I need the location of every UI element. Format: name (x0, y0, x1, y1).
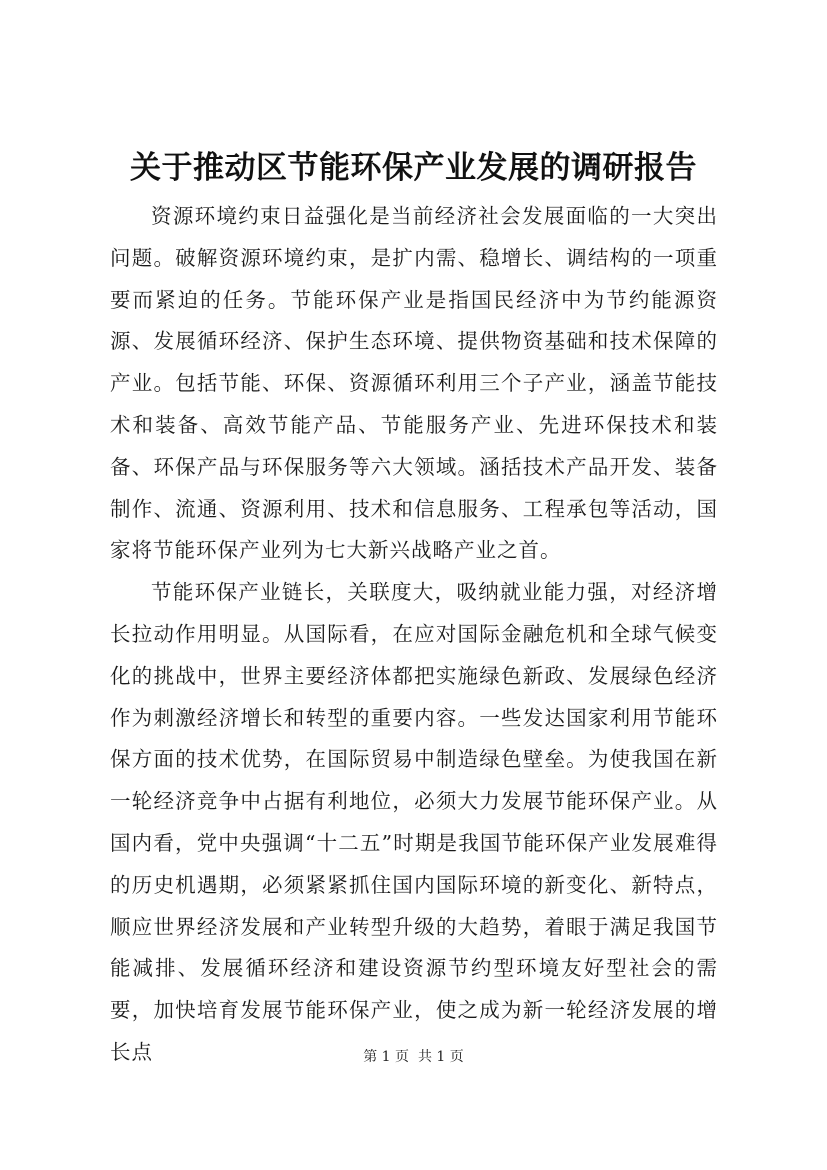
page-number-label: 第 1 页 共 1 页 (363, 1049, 464, 1065)
document-title: 关于推动区节能环保产业发展的调研报告 (130, 150, 697, 186)
document-body (110, 196, 718, 1074)
paragraph-2: 节能环保产业链长，关联度大，吸纳就业能力强，对经济增长拉动作用明显。从国际看，在应对国际金融危机和全球气候变化的挑战中，世界主要经济体都把实施绿色新政、发展绿色经济作为刺激经济增长和转型的重要内容。一些发达国家利用节能环保方面的技术优势，在国际贸易中制造绿色壁垒。为使我国在新一轮经济竞争中占据有利地位，必须大力发展节能环保产业。从国内看，党中央强调“十二五”时期是我国节能环保产业发展难得的历史机遇期，必须紧紧抓住国内国际环境的新变化、新特点，顺应世界经济发展和产业转型升级的大趋势，着眼于满足我国节能减排、发展循环经济和建设资源节约型环境友好型社会的需要，加快培育发展节能环保产业，使之成为新一轮经济发展的增长点 (110, 580, 718, 1064)
paragraph-1: 资源环境约束日益强化是当前经济社会发展面临的一大突出问题。破解资源环境约束，是扩内需、稳增长、调结构的一项重要而紧迫的任务。节能环保产业是指国民经济中为节约能源资源、发展循环经济、保护生态环境、提供物资基础和技术保障的产业。包括节能、环保、资源循环利用三个子产业，涵盖节能技术和装备、高效节能产品、节能服务产业、先进环保技术和装备、环保产品与环保服务等六大领域。涵括技术产品开发、装备制作、流通、资源利用、技术和信息服务、工程承包等活动，国家将节能环保产业列为七大新兴战略产业之首。 (110, 204, 718, 563)
page-footer (0, 1047, 827, 1067)
